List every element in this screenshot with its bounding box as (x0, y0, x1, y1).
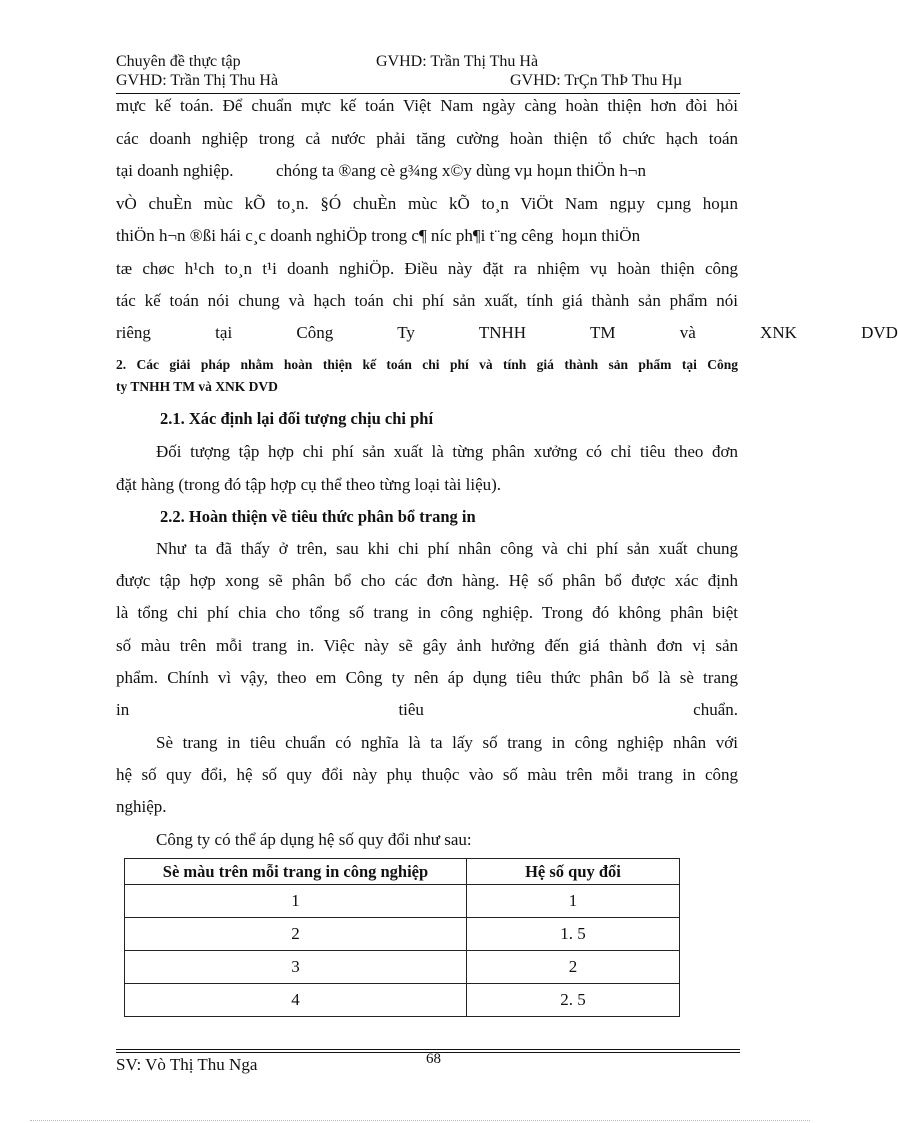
body-line: Sè trang in tiêu chuẩn có nghĩa là ta lấy số trang in công nghiệp nhân với (156, 733, 738, 752)
body-line: Đối tượng tập hợp chi phí sản xuất là từng phân xưởng có chỉ tiêu theo đơn (156, 442, 738, 461)
body-line: hệ số quy đổi, hệ số quy đổi này phụ thuộc vào số màu trên mỗi trang in công (116, 765, 738, 784)
body-line: là tổng chi phí chia cho tổng số trang in công nghiệp. Trong đó không phân biệt (116, 603, 738, 622)
table-header-cell: Hệ số quy đổi (467, 859, 680, 885)
page-border (30, 1120, 810, 1121)
table-row (125, 885, 680, 918)
table-row (125, 951, 680, 984)
body-line: Công ty có thể áp dụng hệ số quy đổi như sau: (156, 830, 472, 849)
body-line: số màu trên mỗi trang in. Việc này sẽ gây ảnh hưởng đến giá thành đơn vị sản (116, 636, 738, 655)
conversion-table (124, 858, 680, 1017)
table-cell: 3 (125, 951, 467, 984)
section-title-cont: ty TNHH TM và XNK DVD (116, 379, 278, 394)
body-line: mực kế toán. Để chuẩn mực kế toán Việt Nam ngày càng hoàn thiện hơn đòi hỏi (116, 96, 738, 115)
table-cell: 2 (125, 918, 467, 951)
body-line: tại doanh nghiệp. chóng ta ®ang cè g¾ng x©y dùng vµ hoµn thiÖn h¬n (116, 161, 646, 180)
header-subject: Chuyên đề thực tập (116, 53, 241, 70)
table-header-row (125, 859, 680, 885)
body-line: vÒ chuÈn mùc kÕ to¸n. §Ó chuÈn mùc kÕ to¸n ViÖt Nam ngµy cµng hoµn (116, 194, 738, 213)
header-advisor-encoded: GVHD: TrÇn ThÞ Thu Hµ (510, 72, 683, 89)
table-cell: 2 (467, 951, 680, 984)
subsection-title: 2.1. Xác định lại đối tượng chịu chi phí (160, 409, 434, 428)
table-cell: 2. 5 (467, 984, 680, 1017)
table-row (125, 984, 680, 1017)
table-header-cell: Sè màu trên mỗi trang in công nghiệp (125, 859, 467, 885)
footer-student: SV: Vò Thị Thu Nga (116, 1055, 258, 1074)
body-line: nghiệp. (116, 797, 167, 816)
table-cell: 1 (125, 885, 467, 918)
body-line: các doanh nghiệp trong cả nước phải tăng cường hoàn thiện tổ chức hạch toán (116, 129, 738, 148)
body-line: riêng tại Công Ty TNHH TM và XNK DVD (116, 323, 898, 342)
table-cell: 4 (125, 984, 467, 1017)
body-line: thiÖn h¬n ®ßi hái c¸c doanh nghiÖp trong c¶ níc ph¶i t¨ng cêng hoµn thiÖn (116, 226, 641, 245)
section-title: 2. Các giải pháp nhằm hoàn thiện kế toán chi phí và tính giá thành sản phẩm tại Công (116, 357, 738, 372)
page-number: 68 (426, 1051, 441, 1067)
body-line: được tập hợp xong sẽ phân bổ cho các đơn hàng. Hệ số phân bổ được xác định (116, 571, 738, 590)
table-cell: 1. 5 (467, 918, 680, 951)
body-line: phẩm. Chính vì vậy, theo em Công ty nên áp dụng tiêu thức phân bổ là sè trang (116, 668, 738, 687)
body-line: Như ta đã thấy ở trên, sau khi chi phí nhân công và chi phí sản xuất chung (156, 539, 738, 558)
header-advisor-repeat: GVHD: Trần Thị Thu Hà (116, 72, 279, 89)
body-line: đặt hàng (trong đó tập hợp cụ thể theo từng loại tài liệu). (116, 475, 502, 494)
table-row (125, 918, 680, 951)
body-line: tác kế toán nói chung và hạch toán chi phí sản xuất, tính giá thành sản phẩm nói (116, 291, 738, 310)
body-line: in tiêu chuẩn. (116, 700, 738, 719)
subsection-title: 2.2. Hoàn thiện về tiêu thức phân bổ trang in (160, 507, 476, 526)
header-advisor: GVHD: Trần Thị Thu Hà (376, 53, 539, 70)
body-line: tæ chøc h¹ch to¸n t¹i doanh nghiÖp. Điều này đặt ra nhiệm vụ hoàn thiện công (116, 259, 738, 278)
header-rule (116, 93, 740, 94)
table-cell: 1 (467, 885, 680, 918)
